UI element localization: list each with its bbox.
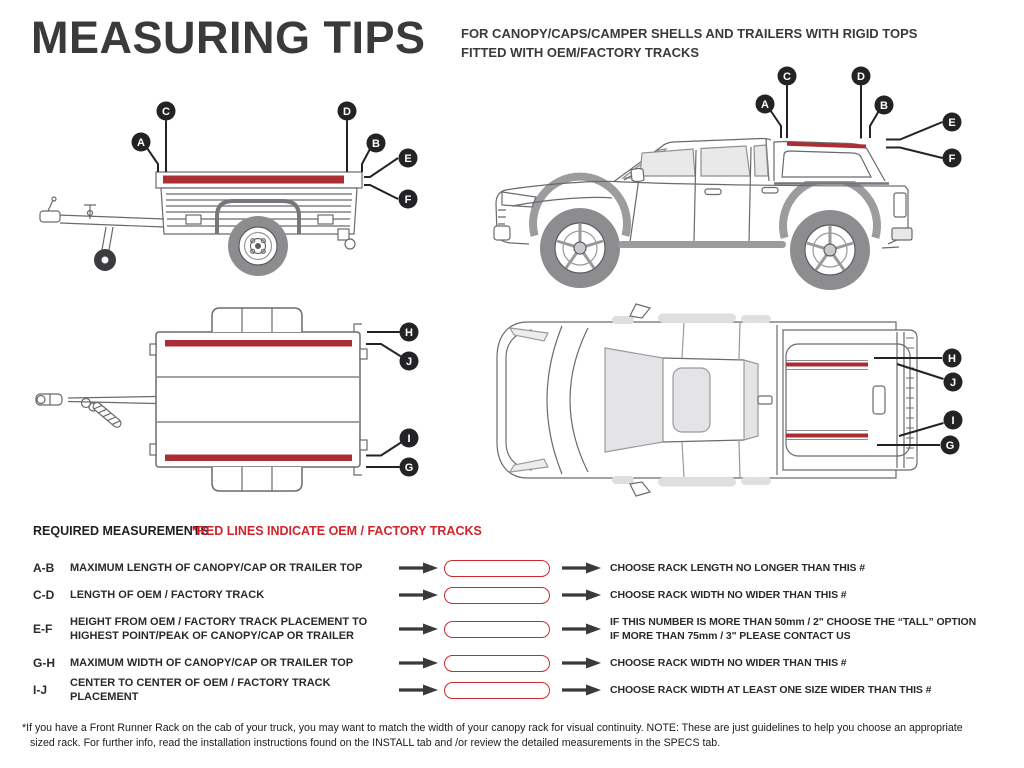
arrow-right-icon [398, 684, 438, 696]
windshield [605, 348, 663, 452]
svg-text:E: E [948, 117, 956, 129]
red-lines-note: *RED LINES INDICATE OEM / FACTORY TRACKS [192, 524, 482, 538]
measurement-description: LENGTH OF OEM / FACTORY TRACK [70, 589, 265, 601]
callout-g-badge [400, 458, 419, 477]
page-subtitle [461, 24, 917, 62]
oem-track-line [165, 455, 352, 462]
measurement-fill-in-pill[interactable] [444, 560, 550, 577]
front-door-window [640, 149, 695, 176]
arrow-right-icon [561, 623, 601, 635]
svg-text:I: I [407, 433, 411, 445]
measurement-fill-in-pill[interactable] [444, 655, 550, 672]
page-title: MEASURING TIPS [31, 12, 426, 63]
rear-door-window [701, 146, 750, 176]
running-board [618, 241, 786, 248]
footnote-line-1: *If you have a Front Runner Rack on the cab of your truck, you may want to match the width of your canopy rack for visual continuity. NOTE: These are just guidelines to help you choose an appropriate [22, 722, 963, 734]
callout-c-badge [778, 67, 797, 86]
bottom-mirror [630, 482, 650, 496]
measurement-advice: IF THIS NUMBER IS MORE THAN 50mm / 2" CHOOSE THE “TALL” OPTION IF MORE THAN 75mm / 3" PLEASE CONTACT US [610, 615, 977, 642]
arrow-right-icon [561, 684, 601, 696]
callout-j-badge [944, 373, 963, 392]
oem-track-line [787, 144, 866, 147]
arrow-right-icon [561, 562, 601, 574]
callout-i-badge [400, 429, 419, 448]
callout-j-badge [400, 352, 419, 371]
oem-track-line [163, 176, 344, 184]
trailer-top-view-diagram [20, 300, 450, 512]
svg-text:A: A [761, 99, 769, 111]
required-measurements-label: REQUIRED MEASUREMENTS [33, 524, 209, 538]
svg-text:E: E [404, 153, 412, 165]
measurement-description: CENTER TO CENTER OF OEM / FACTORY TRACK PLACEMENT [70, 677, 331, 703]
arrow-right-icon [398, 657, 438, 669]
measurement-advice: CHOOSE RACK WIDTH AT LEAST ONE SIZE WIDER THAN THIS # [610, 683, 932, 696]
svg-text:A: A [137, 137, 145, 149]
measurement-fill-in-pill[interactable] [444, 621, 550, 638]
footnote-line-2: sized rack. For further info, read the installation instructions found on the INSTALL tab and /or review the detailed measurements in the SPECS tab. [30, 736, 721, 749]
callout-f-badge [399, 190, 418, 209]
callout-a-badge [756, 95, 775, 114]
canopy-window [782, 151, 871, 177]
bottom-fender [212, 467, 302, 491]
top-fender [212, 308, 302, 332]
measurement-fill-in-pill[interactable] [444, 682, 550, 699]
truck-side-view-diagram [490, 58, 1015, 303]
arrow-right-icon [398, 562, 438, 574]
measurement-key: G-H [33, 656, 55, 670]
sunroof [673, 368, 710, 432]
callout-a-badge [132, 133, 151, 152]
svg-text:H: H [948, 353, 956, 365]
oem-track-line [165, 340, 352, 347]
top-mirror [630, 304, 650, 318]
callout-e-badge [399, 149, 418, 168]
svg-text:B: B [372, 138, 380, 150]
callout-b-badge [875, 96, 894, 115]
arrow-right-icon [561, 589, 601, 601]
oem-track-line [786, 434, 868, 438]
measurement-key: I-J [33, 683, 48, 697]
subtitle-line-1: FOR CANOPY/CAPS/CAMPER SHELLS AND TRAILERS WITH RIGID TOPS [461, 26, 918, 41]
svg-text:D: D [857, 71, 865, 83]
callout-h-badge [943, 349, 962, 368]
measurement-key: E-F [33, 622, 53, 636]
arrow-right-icon [398, 589, 438, 601]
quarter-window [754, 145, 768, 176]
side-mirror [631, 169, 644, 182]
svg-text:D: D [343, 106, 351, 118]
measurement-key: C-D [33, 588, 55, 602]
callout-f-badge [943, 149, 962, 168]
svg-text:F: F [404, 194, 412, 206]
svg-text:H: H [405, 327, 413, 339]
svg-text:I: I [951, 415, 955, 427]
measurement-advice: CHOOSE RACK WIDTH NO WIDER THAN THIS # [610, 588, 847, 601]
svg-text:G: G [404, 462, 414, 474]
measurement-row-cd [0, 581, 1024, 609]
arrow-right-icon [561, 657, 601, 669]
trailer-side-view-diagram [20, 88, 460, 303]
callout-d-badge [338, 102, 357, 121]
measurement-description: MAXIMUM LENGTH OF CANOPY/CAP OR TRAILER TOP [70, 562, 363, 574]
measurement-advice: CHOOSE RACK WIDTH NO WIDER THAN THIS # [610, 656, 847, 669]
svg-text:G: G [945, 440, 955, 452]
measurement-fill-in-pill[interactable] [444, 587, 550, 604]
callout-b-badge [367, 134, 386, 153]
cab-rear-window [744, 360, 758, 440]
callout-g-badge [941, 436, 960, 455]
callout-h-badge [400, 323, 419, 342]
svg-text:J: J [405, 356, 413, 368]
callout-d-badge [852, 67, 871, 86]
svg-text:F: F [948, 153, 956, 165]
svg-text:B: B [880, 100, 888, 112]
svg-text:C: C [162, 106, 170, 118]
svg-text:C: C [783, 71, 791, 83]
measurement-row-ef [0, 607, 1024, 651]
callout-c-badge [157, 102, 176, 121]
svg-text:J: J [949, 377, 957, 389]
arrow-right-icon [398, 623, 438, 635]
measurement-row-gh [0, 649, 1024, 677]
measurement-description: MAXIMUM WIDTH OF CANOPY/CAP OR TRAILER TOP [70, 657, 354, 669]
oem-track-line [786, 363, 868, 367]
callout-e-badge [943, 113, 962, 132]
measurement-advice: CHOOSE RACK LENGTH NO LONGER THAN THIS # [610, 561, 866, 574]
measurement-description: HEIGHT FROM OEM / FACTORY TRACK PLACEMENT TO HIGHEST POINT/PEAK OF CANOPY/CAP OR TRAILER [70, 616, 368, 642]
truck-top-view-diagram [492, 300, 1017, 512]
measurement-key: A-B [33, 561, 55, 575]
callout-i-badge [944, 411, 963, 430]
measurement-row-ij [0, 676, 1024, 704]
measurement-row-ab [0, 554, 1024, 582]
footnote [22, 721, 1014, 750]
subtitle-line-2: FITTED WITH OEM/FACTORY TRACKS [461, 45, 700, 60]
